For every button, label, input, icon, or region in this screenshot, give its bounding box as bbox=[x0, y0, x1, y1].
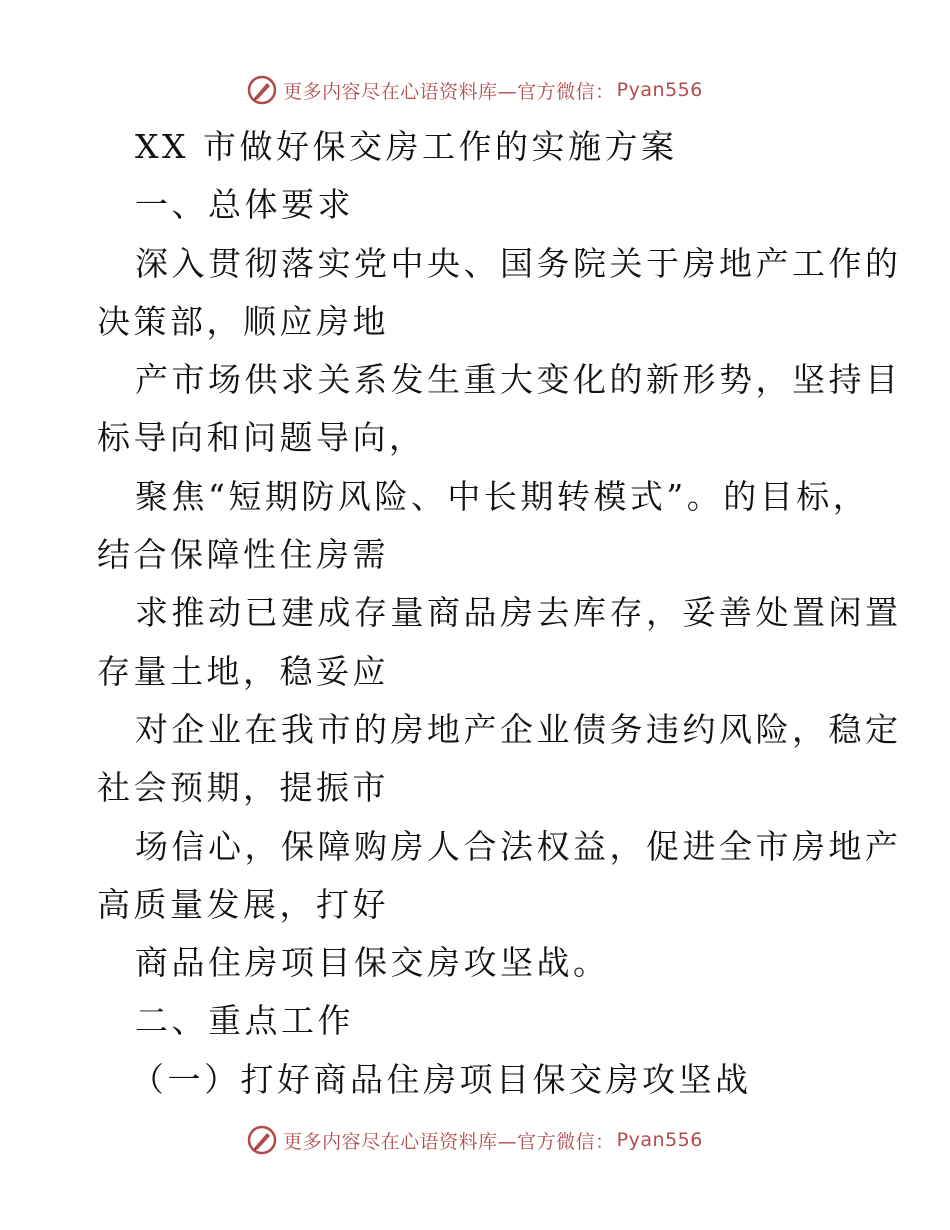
pen-logo-icon bbox=[247, 1125, 277, 1155]
watermark-account: Pyan556 bbox=[616, 79, 703, 101]
section-heading-1: 一、总体要求 bbox=[135, 185, 354, 225]
watermark-footer bbox=[0, 1120, 950, 1160]
paragraph-line: 深入贯彻落实党中央、国务院关于房地产工作的 bbox=[135, 243, 902, 283]
paragraph-line: 高质量发展，打好 bbox=[97, 884, 389, 924]
paragraph-line: 产市场供求关系发生重大变化的新形势，坚持目 bbox=[135, 360, 902, 400]
paragraph-line: 聚焦“短期防风险、中长期转模式”。的目标， bbox=[135, 476, 870, 516]
paragraph-line: 存量土地，稳妥应 bbox=[97, 651, 389, 691]
watermark-text: 更多内容尽在心语资料库—官方微信： bbox=[283, 1130, 615, 1153]
paragraph-line: 求推动已建成存量商品房去库存，妥善处置闲置 bbox=[135, 593, 902, 633]
paragraph-line: 标导向和问题导向， bbox=[97, 418, 426, 458]
subsection-heading-1: （一）打好商品住房项目保交房攻坚战 bbox=[131, 1059, 752, 1099]
watermark-account: Pyan556 bbox=[616, 1129, 703, 1151]
paragraph-line: 决策部，顺应房地 bbox=[97, 301, 389, 341]
paragraph-line: 结合保障性住房需 bbox=[97, 535, 389, 575]
paragraph-line: 对企业在我市的房地产企业债务违约风险，稳定 bbox=[135, 709, 902, 749]
section-heading-2: 二、重点工作 bbox=[135, 1001, 354, 1041]
watermark-text: 更多内容尽在心语资料库—官方微信： bbox=[283, 80, 615, 103]
watermark-header bbox=[0, 70, 950, 110]
paragraph-line: 社会预期，提振市 bbox=[97, 768, 389, 808]
doc-title: XX 市做好保交房工作的实施方案 bbox=[135, 127, 678, 166]
paragraph-line: 场信心，保障购房人合法权益，促进全市房地产 bbox=[135, 826, 902, 866]
document-body bbox=[97, 118, 902, 1109]
paragraph-line: 商品住房项目保交房攻坚战。 bbox=[135, 943, 610, 983]
pen-logo-icon bbox=[247, 75, 277, 105]
